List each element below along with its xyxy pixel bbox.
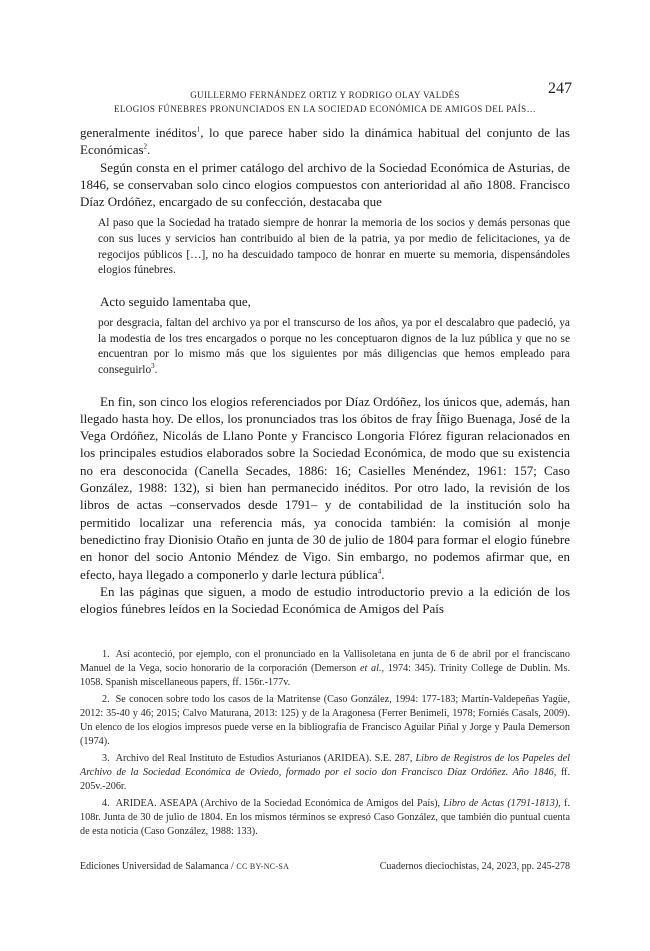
running-head [80, 88, 570, 116]
footnote-3: 3. Archivo del Real Instituto de Estudios Asturianos (ARIDEA). S.E. 287, Libro de Registros de los Papeles del Archivo de la Sociedad Económica de Oviedo, formado por el socio don Francisco Díaz Ordóñez. Año 1846, ff. 205v.-206r. [80, 753, 571, 792]
paragraph-2: Según consta en el primer catálogo del archivo de la Sociedad Económica de Asturias, de 1846, se conservaban solo cinco elogios compuestos con anterioridad al año 1808. Francisco Díaz Ordóñez, encargado de su confección, destacaba que [80, 159, 570, 210]
footnote-ref-1[interactable]: 1 [196, 125, 201, 134]
paragraph-1: generalmente inéditos$^1$, lo que parece haber sido la dinámica habitual del conjunto de las Económicas$^2$. [80, 125, 570, 158]
paragraph-5: En las páginas que siguen, a modo de estudio introductorio previo a la edición de los elogios fúnebres leídos en la Sociedad Económica de Amigos del País [80, 583, 570, 617]
footnote-ref-3[interactable]: 3 [151, 362, 155, 371]
running-head-authors: GUILLERMO FERNÁNDEZ ORTIZ Y RODRIGO OLAY VALDÉS [190, 90, 460, 100]
license-label: CC BY-NC-SA [236, 862, 290, 871]
publisher-credit: Ediciones Universidad de Salamanca / CC BY-NC-SA [80, 861, 290, 872]
page-number: 247 [548, 80, 572, 97]
paragraph-3: Acto seguido lamentaba que, [100, 293, 251, 309]
footnote-4: 4. ARIDEA. ASEAPA (Archivo de la Sociedad Económica de Amigos del País), Libro de Actas (1791-1813), f. 108r. Junta de 30 de julio de 1804. En los mismos términos se expresó Caso González, que también dio puntual cuenta de esta noticia (Caso González, 1988: 133). [80, 798, 570, 837]
journal-citation: Cuadernos dieciochistas, 24, 2023, pp. 245-278 [379, 861, 570, 872]
footnote-1: 1. Así aconteció, por ejemplo, con el pronunciado en la Vallisoletana en junta de 6 de abril por el franciscano Manuel de la Vega, socio honorario de la corporación (Demerson et al., 1974: 345). Trinity College de Dublin. Ms. 1058. Spanish miscellaneous papers, ff. 156r.-177v. [80, 649, 570, 688]
block-quote-1: Al paso que la Sociedad ha tratado siempre de honrar la memoria de los socios y demás personas que con sus luces y servicios han contribuido al bien de la patria, ya por medio de felicitaciones, ya de regocijos públicos […], no ha descuidado tampoco de honrar en muerte su memoria, dispensándoles elogios fúnebres. [98, 217, 570, 277]
block-quote-2: por desgracia, faltan del archivo ya por el transcurso de los años, ya por el descalabro que padeció, ya la modestia de los tres encargados o porque no les conceptuaron dignos de la luz pública y que no se encuentran por lo mismo más que los siguientes por más diligencias que hemos empleado para conseguirlo$^3$. [98, 317, 570, 376]
main-text [80, 124, 570, 617]
footnote-ref-4[interactable]: 4 [377, 567, 382, 576]
paragraph-4: En fin, son cinco los elogios referenciados por Díaz Ordóñez, los únicos que, además, han llegado hasta hoy. De ellos, los pronunciados tras los óbitos de fray Íñigo Buenaga, José de la Vega Ordóñez, Nicolás de Llano Ponte y Francisco Longoria Flórez figuran relacionados en los principales estudios elaborados sobre la Sociedad Económica, de modo que su existencia no era desconocida (Canella Secades, 1886: 16; Casielles Menéndez, 1961: 157; Caso González, 1988: 132), si bien han permanecido inéditos. Por otro lado, la revisión de los libros de actas –conservados desde 1791– y de contabilidad de la institución solo ha permitido localizar una referencia más, ya conocida también: la comisión al monje benedictino fray Dionisio Otaño en junta de 30 de julio de 1804 para formar el elogio fúnebre en honor del socio Antonio Méndez de Vigo. Sin embargo, no podemos afirmar que, en efecto, haya llegado a componerlo y darle lectura pública$^4$. [80, 393, 570, 582]
footnotes [80, 648, 570, 842]
footnote-2: 2. Se conocen sobre todo los casos de la Matritense (Caso González, 1994: 177-183; Martín-Valdepeñas Yagüe, 2012: 35-40 y 46; 2015; Calvo Maturana, 2013: 125) y de la Aragonesa (Ferrer Benimeli, 1978; Forniés Casals, 2009). Un elenco de los elogios impresos puede verse en la bibliografía de Francisco Aguilar Piñal y Jorge y Paula Demerson (1974). [80, 694, 570, 747]
footnote-ref-2[interactable]: 2 [143, 142, 148, 151]
running-head-title: ELOGIOS FÚNEBRES PRONUNCIADOS EN LA SOCIEDAD ECONÓMICA DE AMIGOS DEL PAÍS… [114, 104, 536, 114]
